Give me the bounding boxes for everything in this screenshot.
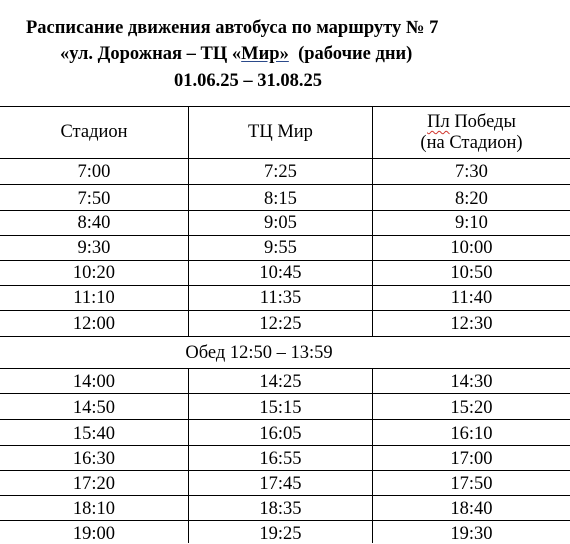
stadion-time: 11:10 bbox=[73, 288, 115, 308]
stadion-time: 7:50 bbox=[77, 189, 111, 209]
row-divider bbox=[0, 310, 570, 311]
tc-mir-time: 15:15 bbox=[259, 398, 302, 418]
row-divider bbox=[0, 158, 570, 159]
row-divider bbox=[0, 495, 570, 496]
header-pl-pobedy-line1 bbox=[373, 112, 570, 133]
row-divider bbox=[0, 445, 570, 446]
pl-pobedy-time: 14:30 bbox=[450, 372, 493, 392]
pl-pobedy-time: 17:50 bbox=[450, 474, 493, 494]
lunch-break-row bbox=[0, 343, 570, 363]
row-divider bbox=[0, 520, 570, 521]
pl-pobedy-time: 7:30 bbox=[455, 162, 488, 182]
header-pl-pobedy bbox=[373, 112, 570, 154]
header-pobedy: Победы bbox=[449, 112, 516, 132]
header-tc-mir: ТЦ Мир bbox=[248, 122, 313, 142]
pl-pobedy-time: 10:50 bbox=[450, 263, 493, 283]
tc-mir-time: 16:55 bbox=[259, 449, 302, 469]
title-date-range: 01.06.25 – 31.08.25 bbox=[174, 71, 322, 91]
row-divider bbox=[0, 260, 570, 261]
stadion-time: 15:40 bbox=[72, 424, 116, 444]
tc-mir-time: 10:45 bbox=[259, 263, 302, 283]
pl-pobedy-time: 11:40 bbox=[450, 288, 493, 308]
tc-mir-time: 14:25 bbox=[259, 372, 302, 392]
row-divider bbox=[0, 285, 570, 286]
stadion-time: 14:50 bbox=[72, 398, 116, 418]
header-stadion: Стадион bbox=[60, 122, 128, 142]
pl-pobedy-time: 12:30 bbox=[450, 314, 493, 334]
tc-mir-time: 8:15 bbox=[264, 189, 297, 209]
pl-pobedy-time: 9:10 bbox=[455, 213, 488, 233]
header-pl-abbr: Пл bbox=[427, 112, 450, 132]
row-divider bbox=[0, 393, 570, 394]
tc-mir-time: 16:05 bbox=[259, 424, 302, 444]
pl-pobedy-time: 8:20 bbox=[455, 189, 488, 209]
stadion-time: 18:10 bbox=[72, 499, 116, 519]
tc-mir-time: 11:35 bbox=[259, 288, 302, 308]
row-divider bbox=[0, 210, 570, 211]
tc-mir-time: 18:35 bbox=[259, 499, 302, 519]
tc-mir-time: 7:25 bbox=[264, 162, 297, 182]
row-divider bbox=[0, 106, 570, 107]
row-divider bbox=[0, 368, 570, 369]
row-divider bbox=[0, 184, 570, 185]
title-stops-prefix: «ул. Дорожная – ТЦ « bbox=[60, 44, 242, 64]
tc-mir-time: 9:05 bbox=[264, 213, 297, 233]
pl-pobedy-time: 19:30 bbox=[450, 524, 493, 544]
stadion-time: 12:00 bbox=[72, 314, 116, 334]
stadion-time: 9:30 bbox=[77, 238, 111, 258]
pl-pobedy-time: 15:20 bbox=[450, 398, 493, 418]
stadion-time: 19:00 bbox=[72, 524, 116, 544]
tc-mir-time: 9:55 bbox=[264, 238, 297, 258]
row-divider bbox=[0, 235, 570, 236]
stadion-time: 8:40 bbox=[77, 213, 111, 233]
stadion-time: 10:20 bbox=[72, 263, 116, 283]
title-route: Расписание движения автобуса по маршруту № 7 bbox=[26, 18, 439, 38]
row-divider bbox=[0, 336, 570, 337]
pl-pobedy-time: 10:00 bbox=[450, 238, 493, 258]
stadion-time: 17:20 bbox=[72, 474, 116, 494]
stadion-time: 7:00 bbox=[77, 162, 111, 182]
tc-mir-time: 19:25 bbox=[259, 524, 302, 544]
title-mir-link: Мир» bbox=[241, 44, 289, 64]
pl-pobedy-time: 16:10 bbox=[450, 424, 493, 444]
stadion-time: 14:00 bbox=[72, 372, 116, 392]
title-days: (рабочие дни) bbox=[288, 44, 413, 64]
pl-pobedy-time: 17:00 bbox=[450, 449, 493, 469]
tc-mir-time: 17:45 bbox=[259, 474, 302, 494]
header-pl-pobedy-line2: (на Стадион) bbox=[420, 133, 523, 153]
stadion-time: 16:30 bbox=[72, 449, 116, 469]
row-divider bbox=[0, 419, 570, 420]
lunch-break-text: Обед 12:50 – 13:59 bbox=[185, 343, 333, 363]
pl-pobedy-time: 18:40 bbox=[450, 499, 493, 519]
tc-mir-time: 12:25 bbox=[259, 314, 302, 334]
row-divider bbox=[0, 470, 570, 471]
title-stops bbox=[60, 43, 412, 65]
